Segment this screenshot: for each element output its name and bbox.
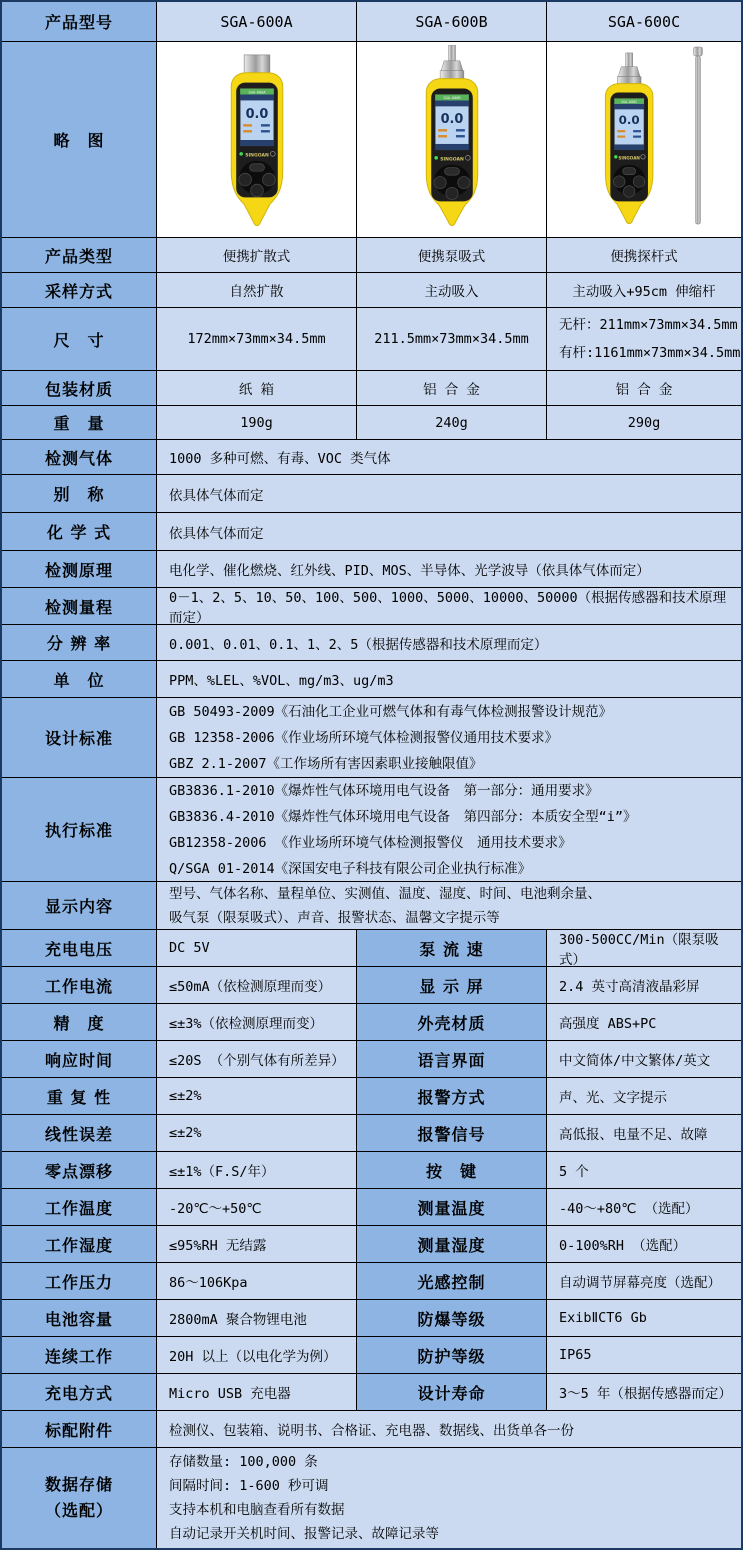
label-working-temperature: 工作温度 xyxy=(2,1189,157,1226)
row-working-temp-measure-temp xyxy=(2,1189,741,1226)
label-protection-grade: 防护等级 xyxy=(357,1337,547,1374)
label-linearity-error: 线性误差 xyxy=(2,1115,157,1152)
label-charge-voltage: 充电电压 xyxy=(2,930,157,967)
right-button xyxy=(262,173,275,186)
left-button xyxy=(614,175,625,186)
label-keys: 按 键 xyxy=(357,1152,547,1189)
right-button xyxy=(457,176,469,188)
label-charging-method: 充电方式 xyxy=(2,1374,157,1411)
menu-button xyxy=(249,163,264,170)
row-response-time-language xyxy=(2,1041,741,1078)
row-continuous-work-protection xyxy=(2,1337,741,1374)
row-working-current-display xyxy=(2,967,741,1004)
label-shell-material: 外壳材质 xyxy=(357,1004,547,1041)
working-current-value: ≤50mA（依检测原理而变） xyxy=(157,967,357,1004)
label-language-ui: 语言界面 xyxy=(357,1041,547,1078)
label-packing-material: 包装材质 xyxy=(2,371,157,406)
protection-grade-value: IP65 xyxy=(547,1337,741,1374)
row-standard-accessories xyxy=(2,1411,741,1448)
device-illustration-sga-600a xyxy=(182,45,332,235)
telescopic-rod xyxy=(695,55,700,223)
label-repeatability: 重 复 性 xyxy=(2,1078,157,1115)
shell-material-value: 高强度 ABS+PC xyxy=(547,1004,741,1041)
sampling-a: 自然扩散 xyxy=(157,273,357,308)
status-led xyxy=(434,156,438,160)
screen-title: SGA-600B xyxy=(442,95,461,100)
screen-statusbar xyxy=(240,94,274,100)
packing-a: 纸 箱 xyxy=(157,371,357,406)
data-storage-line: 存储数量: 100,000 条 xyxy=(169,1454,318,1470)
screen-reading: 0.0 xyxy=(245,106,268,122)
sketch-cell-a xyxy=(157,42,357,238)
label-measure-humidity: 测量湿度 xyxy=(357,1226,547,1263)
explosion-proof-grade-value: ExibⅡCT6 Gb xyxy=(547,1300,741,1337)
design-standard-line: GB 50493-2009《石油化工企业可燃气体和有毒气体检测报警设计规范》 xyxy=(169,703,613,720)
execution-standards-value xyxy=(157,778,741,882)
continuous-work-value: 20H 以上（以电化学为例） xyxy=(157,1337,357,1374)
row-linearity-alarm-signal xyxy=(2,1115,741,1152)
screen-statusbar xyxy=(435,100,469,106)
dimensions-c xyxy=(547,308,741,371)
row-design-standards xyxy=(2,698,741,778)
accuracy-value: ≤±3%（依检测原理而变） xyxy=(157,1004,357,1041)
label-pump-flow: 泵 流 速 xyxy=(357,930,547,967)
brand-text: SINGOAN xyxy=(244,152,269,158)
dimensions-c-no-rod: 无杆：211mm×73mm×34.5mm xyxy=(559,317,738,333)
screen-clockbar xyxy=(435,143,469,149)
row-detection-principle xyxy=(2,551,741,588)
alarm-signal-value: 高低报、电量不足、故障 xyxy=(547,1115,741,1152)
model-sga-600a: SGA-600A xyxy=(157,2,357,42)
row-data-storage xyxy=(2,1448,741,1548)
design-standard-line: GBZ 2.1-2007《工作场所有害因素职业接触限值》 xyxy=(169,755,483,772)
product-type-a: 便携扩散式 xyxy=(157,238,357,273)
charging-method-value: Micro USB 充电器 xyxy=(157,1374,357,1411)
alarm-mode-value: 声、光、文字提示 xyxy=(547,1078,741,1115)
label-execution-standards: 执行标准 xyxy=(2,778,157,882)
label-working-humidity: 工作湿度 xyxy=(2,1226,157,1263)
screen-clockbar xyxy=(240,140,274,146)
row-weight xyxy=(2,406,741,440)
execution-standard-line: GB12358-2006 《作业场所环境气体检测报警仪 通用技术要求》 xyxy=(169,834,572,851)
label-sketch: 略 图 xyxy=(2,42,157,238)
right-button xyxy=(633,175,644,186)
weight-c: 290g xyxy=(547,406,741,440)
label-detection-principle: 检测原理 xyxy=(2,551,157,588)
enter-button xyxy=(250,184,263,197)
row-resolution xyxy=(2,625,741,661)
execution-standard-line: GB3836.1-2010《爆炸性气体环境用电气设备 第一部分：通用要求》 xyxy=(169,782,599,799)
pump-flow-value: 300-500CC/Min（限泵吸式） xyxy=(547,930,741,967)
keys-value: 5 个 xyxy=(547,1152,741,1189)
status-led xyxy=(614,155,617,158)
pump-probe xyxy=(626,52,633,66)
enter-button xyxy=(445,187,457,199)
screen-reading: 0.0 xyxy=(618,112,640,127)
display-content-value xyxy=(157,882,741,930)
working-humidity-value: ≤95%RH 无结露 xyxy=(157,1226,357,1263)
brand-text: SINGOAN xyxy=(439,156,464,162)
measure-temperature-value: -40～+80℃ （选配） xyxy=(547,1189,741,1226)
label-continuous-work: 连续工作 xyxy=(2,1337,157,1374)
model-sga-600c: SGA-600C xyxy=(547,2,741,42)
label-working-pressure: 工作压力 xyxy=(2,1263,157,1300)
label-response-time: 响应时间 xyxy=(2,1041,157,1078)
row-unit xyxy=(2,661,741,698)
battery-capacity-value: 2800mA 聚合物锂电池 xyxy=(157,1300,357,1337)
label-design-standards: 设计标准 xyxy=(2,698,157,778)
chemical-formula-value: 依具体气体而定 xyxy=(157,513,741,551)
row-battery-explosion-proof xyxy=(2,1300,741,1337)
label-data-storage xyxy=(2,1448,157,1548)
detection-range-value: 0－1、2、5、10、50、100、500、1000、5000、10000、50000（根据传感器和技术原理而定） xyxy=(157,588,741,625)
alias-value: 依具体气体而定 xyxy=(157,475,741,513)
working-temperature-value: -20℃～+50℃ xyxy=(157,1189,357,1226)
design-standard-line: GB 12358-2006《作业场所环境气体检测报警仪通用技术要求》 xyxy=(169,729,559,746)
row-charge-voltage-pump-flow xyxy=(2,930,741,967)
standard-accessories-value: 检测仪、包装箱、说明书、合格证、充电器、数据线、出货单各一份 xyxy=(157,1411,741,1448)
row-execution-standards xyxy=(2,778,741,882)
left-button xyxy=(238,173,251,186)
row-dimensions xyxy=(2,308,741,371)
telescopic-rod-tip xyxy=(693,46,702,55)
dimensions-c-with-rod: 有杆:1161mm×73mm×34.5mm xyxy=(559,345,741,361)
probe-collar xyxy=(441,60,463,70)
screen-title: SGA-600C xyxy=(621,99,638,104)
menu-button xyxy=(623,167,636,174)
row-detected-gas xyxy=(2,440,741,475)
data-storage-line: 间隔时间: 1-600 秒可调 xyxy=(169,1478,329,1494)
label-alarm-mode: 报警方式 xyxy=(357,1078,547,1115)
zero-drift-value: ≤±1%（F.S/年） xyxy=(157,1152,357,1189)
menu-button xyxy=(444,167,459,174)
label-detected-gas: 检测气体 xyxy=(2,440,157,475)
brand-text: SINGOAN xyxy=(618,154,640,160)
left-button xyxy=(433,176,445,188)
label-working-current: 工作电流 xyxy=(2,967,157,1004)
label-alias: 别 称 xyxy=(2,475,157,513)
label-design-life: 设计寿命 xyxy=(357,1374,547,1411)
device-illustration-sga-600b xyxy=(377,45,527,235)
response-time-value: ≤20S （个别气体有所差异） xyxy=(157,1041,357,1078)
row-sampling-method xyxy=(2,273,741,308)
row-alias xyxy=(2,475,741,513)
label-accuracy: 精 度 xyxy=(2,1004,157,1041)
label-alarm-signal: 报警信号 xyxy=(357,1115,547,1152)
screen-statusbar xyxy=(614,103,644,108)
linearity-error-value: ≤±2% xyxy=(157,1115,357,1152)
resolution-value: 0.001、0.01、0.1、1、2、5（根据传感器和技术原理而定） xyxy=(157,625,741,661)
label-chemical-formula: 化 学 式 xyxy=(2,513,157,551)
execution-standard-line: GB3836.4-2010《爆炸性气体环境用电气设备 第四部分：本质安全型“i”》 xyxy=(169,808,637,825)
weight-a: 190g xyxy=(157,406,357,440)
detected-gas-value: 1000 多种可燃、有毒、VOC 类气体 xyxy=(157,440,741,475)
pump-probe xyxy=(448,45,455,61)
charge-voltage-value: DC 5V xyxy=(157,930,357,967)
unit-value: PPM、%LEL、%VOL、mg/m3、ug/m3 xyxy=(157,661,741,698)
label-dimensions: 尺 寸 xyxy=(2,308,157,371)
enter-button xyxy=(623,185,634,196)
row-product-type xyxy=(2,238,741,273)
label-product-model: 产品型号 xyxy=(2,2,157,42)
repeatability-value: ≤±2% xyxy=(157,1078,357,1115)
working-pressure-value: 86～106Kpa xyxy=(157,1263,357,1300)
product-type-b: 便携泵吸式 xyxy=(357,238,547,273)
display-content-line: 吸气泵（限泵吸式）、声音、报警状态、温馨文字提示等 xyxy=(169,909,500,926)
label-measure-temperature: 测量温度 xyxy=(357,1189,547,1226)
label-display-content: 显示内容 xyxy=(2,882,157,930)
label-unit: 单 位 xyxy=(2,661,157,698)
data-storage-line: 支持本机和电脑查看所有数据 xyxy=(169,1502,345,1518)
probe-collar xyxy=(618,66,640,76)
data-storage-value xyxy=(157,1448,741,1548)
sketch-cell-c xyxy=(547,42,741,238)
row-zero-drift-keys xyxy=(2,1152,741,1189)
sampling-b: 主动吸入 xyxy=(357,273,547,308)
row-product-model xyxy=(2,2,741,42)
label-sampling-method: 采样方式 xyxy=(2,273,157,308)
row-sketch xyxy=(2,42,741,238)
language-ui-value: 中文简体/中文繁体/英文 xyxy=(547,1041,741,1078)
detection-principle-value: 电化学、催化燃烧、红外线、PID、MOS、半导体、光学波导（依具体气体而定） xyxy=(157,551,741,588)
data-storage-label-line1: 数据存储 xyxy=(44,1475,113,1494)
row-accuracy-shell xyxy=(2,1004,741,1041)
label-zero-drift: 零点漂移 xyxy=(2,1152,157,1189)
row-working-pressure-light-sense xyxy=(2,1263,741,1300)
device-illustration-sga-600c xyxy=(564,45,724,235)
packing-c: 铝 合 金 xyxy=(547,371,741,406)
label-resolution: 分 辨 率 xyxy=(2,625,157,661)
row-repeatability-alarm-mode xyxy=(2,1078,741,1115)
label-standard-accessories: 标配附件 xyxy=(2,1411,157,1448)
status-led xyxy=(239,152,243,156)
model-sga-600b: SGA-600B xyxy=(357,2,547,42)
label-display-screen: 显 示 屏 xyxy=(357,967,547,1004)
label-detection-range: 检测量程 xyxy=(2,588,157,625)
row-display-content xyxy=(2,882,741,930)
execution-standard-line: Q/SGA 01-2014《深国安电子科技有限公司企业执行标准》 xyxy=(169,860,532,877)
row-chemical-formula xyxy=(2,513,741,551)
light-sense-control-value: 自动调节屏幕亮度（选配） xyxy=(547,1263,741,1300)
data-storage-label-line2: （选配） xyxy=(44,1501,113,1520)
screen-clockbar xyxy=(614,144,644,149)
screen-reading: 0.0 xyxy=(440,111,463,127)
packing-b: 铝 合 金 xyxy=(357,371,547,406)
row-charging-method-design-life xyxy=(2,1374,741,1411)
sketch-cell-b xyxy=(357,42,547,238)
weight-b: 240g xyxy=(357,406,547,440)
display-screen-value: 2.4 英寸高清液晶彩屏 xyxy=(547,967,741,1004)
product-type-c: 便携探杆式 xyxy=(547,238,741,273)
row-working-humidity-measure-humidity xyxy=(2,1226,741,1263)
row-packing-material xyxy=(2,371,741,406)
sampling-c: 主动吸入+95cm 伸缩杆 xyxy=(547,273,741,308)
label-product-type: 产品类型 xyxy=(2,238,157,273)
row-detection-range xyxy=(2,588,741,625)
dimensions-b: 211.5mm×73mm×34.5mm xyxy=(357,308,547,371)
dimensions-a: 172mm×73mm×34.5mm xyxy=(157,308,357,371)
label-light-sense-control: 光感控制 xyxy=(357,1263,547,1300)
screen-title: SGA-600A xyxy=(247,89,266,94)
label-battery-capacity: 电池容量 xyxy=(2,1300,157,1337)
label-explosion-proof-grade: 防爆等级 xyxy=(357,1300,547,1337)
label-weight: 重 量 xyxy=(2,406,157,440)
design-standards-value xyxy=(157,698,741,778)
data-storage-line: 自动记录开关机时间、报警记录、故障记录等 xyxy=(169,1526,439,1542)
display-content-line: 型号、气体名称、量程单位、实测值、温度、湿度、时间、电池剩余量、 xyxy=(169,885,601,902)
measure-humidity-value: 0-100%RH （选配） xyxy=(547,1226,741,1263)
design-life-value: 3～5 年（根据传感器而定） xyxy=(547,1374,741,1411)
